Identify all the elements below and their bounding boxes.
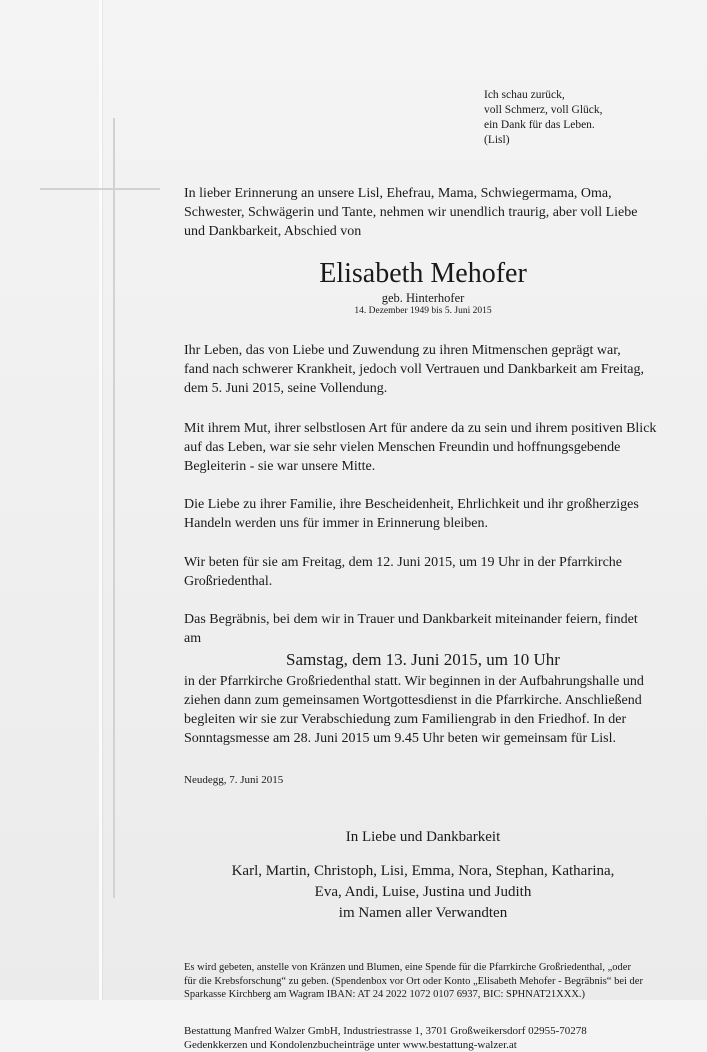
intro-paragraph xyxy=(184,184,662,241)
text-line: Wir beten für sie am Freitag, dem 12. Juni 2015, um 19 Uhr in der Pfarrkirche xyxy=(184,555,622,570)
text-line: Großriedenthal. xyxy=(184,574,273,589)
text-line: Gedenkkerzen und Kondolenzbucheinträge unter www.bestattung-walzer.at xyxy=(184,1038,517,1051)
prayer-paragraph xyxy=(184,553,662,591)
text-line: im Namen aller Verwandten xyxy=(338,905,508,921)
quote-line: ein Dank für das Leben. xyxy=(484,119,595,131)
cross-vertical-bar xyxy=(113,118,115,898)
text-line: Begleiterin - sie war unsere Mitte. xyxy=(184,459,376,474)
text-line: dem 5. Juni 2015, seine Vollendung. xyxy=(184,381,388,396)
text-line: in der Pfarrkirche Großriedenthal statt. Wir beginnen in der Aufbahrungshalle und xyxy=(184,674,644,689)
deceased-name: Elisabeth Mehofer xyxy=(319,258,527,289)
text-line: Sparkasse Kirchberg am Wagram IBAN: AT 24 2022 1072 0107 6937, BIC: SPHNAT21XXX.) xyxy=(184,989,586,1000)
signature-intro: In Liebe und Dankbarkeit xyxy=(345,829,501,845)
family-paragraph xyxy=(184,495,662,533)
text-line: Eva, Andi, Luise, Justina und Judith xyxy=(314,884,532,900)
text-line: Schwester, Schwägerin und Tante, nehmen wir unendlich traurig, aber voll Liebe xyxy=(184,205,638,220)
text-line: Bestattung Manfred Walzer GmbH, Industriestrasse 1, 3701 Großweikersdorf 02955-70278 xyxy=(184,1024,587,1037)
text-line: In lieber Erinnerung an unsere Lisl, Ehefrau, Mama, Schwiegermama, Oma, xyxy=(184,186,612,201)
text-line: auf das Leben, war sie sehr vielen Menschen Freundin und hoffnungsgebende xyxy=(184,440,621,455)
quote-author: (Lisl) xyxy=(484,134,510,146)
text-line: ziehen dann zum gemeinsamen Wortgottesdienst in die Pfarrkirche. Anschließend xyxy=(184,693,642,708)
life-paragraph xyxy=(184,341,662,398)
birth-name: geb. Hinterhofer xyxy=(381,291,465,305)
cross-horizontal-bar xyxy=(40,188,160,190)
place-and-date: Neudegg, 7. Juni 2015 xyxy=(184,774,284,786)
signature-names xyxy=(184,861,662,924)
memorial-quote xyxy=(484,88,603,148)
funeral-home-info xyxy=(184,1024,662,1052)
obituary-body xyxy=(184,184,662,1052)
text-line: Es wird gebeten, anstelle von Kränzen und Blumen, eine Spende für die Pfarrkirche Großriedenthal, „oder xyxy=(184,962,631,973)
quote-line: Ich schau zurück, xyxy=(484,89,565,101)
text-line: Das Begräbnis, bei dem wir in Trauer und Dankbarkeit miteinander feiern, findet xyxy=(184,612,638,627)
text-line: Karl, Martin, Christoph, Lisi, Emma, Nora, Stephan, Katharina, xyxy=(231,863,615,879)
text-line: und Dankbarkeit, Abschied von xyxy=(184,224,362,239)
ceremony-paragraph xyxy=(184,672,662,748)
character-paragraph xyxy=(184,419,662,476)
quote-line: voll Schmerz, voll Glück, xyxy=(484,104,603,116)
life-dates: 14. Dezember 1949 bis 5. Juni 2015 xyxy=(354,306,492,316)
text-line: Mit ihrem Mut, ihrer selbstlosen Art für andere da zu sein und ihrem positiven Blick xyxy=(184,421,657,436)
text-line: begleiten wir sie zur Verabschiedung zum Familiengrab in den Friedhof. In der xyxy=(184,712,627,727)
text-line: fand nach schwerer Krankheit, jedoch voll Vertrauen und Dankbarkeit am Freitag, xyxy=(184,362,645,377)
text-line: für die Krebsforschung“ zu geben. (Spendenbox vor Ort oder Konto „Elisabeth Mehofer - Begräbnis“ bei der xyxy=(184,975,643,987)
funeral-paragraph xyxy=(184,610,662,648)
text-line: Die Liebe zu ihrer Familie, ihre Bescheidenheit, Ehrlichkeit und ihr großherziges xyxy=(184,497,639,512)
donation-note xyxy=(184,961,662,1002)
text-line: Handeln werden uns für immer in Erinnerung bleiben. xyxy=(184,516,489,531)
text-line: am xyxy=(184,631,202,646)
decorative-vertical-line xyxy=(99,0,102,1000)
funeral-date: Samstag, dem 13. Juni 2015, um 10 Uhr xyxy=(286,650,560,669)
text-line: Ihr Leben, das von Liebe und Zuwendung zu ihren Mitmenschen geprägt war, xyxy=(184,343,621,358)
text-line: Sonntagsmesse am 28. Juni 2015 um 9.45 Uhr beten wir gemeinsam für Lisl. xyxy=(184,731,616,746)
